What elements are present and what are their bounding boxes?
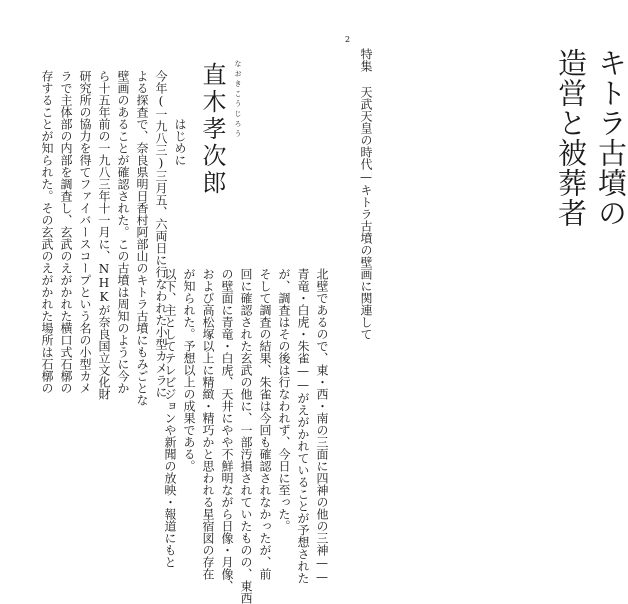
body-line: 青竜・白虎・朱雀——がえがかれていることが予想された: [296, 268, 310, 584]
body-line: 研究所の協力を得てファイバースコープという名の小型カメ: [78, 70, 92, 394]
body-line: そして調査の結果、朱雀は今回も確認されなかったが、前: [258, 268, 272, 580]
article-title-line-1: キトラ古墳の: [594, 48, 628, 228]
body-text-bottom: [75, 268, 331, 604]
author-name: 直木孝次郎: [198, 62, 226, 197]
body-line: が知られた。予想以上の成果である。: [182, 268, 196, 472]
body-line: ら十五年前の一九八三年十一月に、NHKが奈良国立文化財: [97, 70, 111, 400]
body-line: 北壁であるので、東・西・南の三面に四神の他の三神——: [315, 268, 329, 584]
article-title-line-2: 造営と被葬者: [554, 48, 588, 228]
author-name-reading: なおきこうじろう: [234, 60, 242, 140]
body-line: ラで主体部の内部を調査し、玄武のえがかれた横口式石槨の: [59, 70, 73, 394]
section-heading: はじめに: [173, 118, 187, 166]
page-number: 2: [345, 35, 351, 44]
body-line: よる探査で、奈良県明日香村阿部山のキトラ古墳にもみごとな: [135, 70, 149, 406]
body-line: 回に確認された玄武の他に、一部汚損されていたものの、東西: [239, 268, 253, 604]
body-line: 以下、主としてテレビジョンや新聞の放映・報道にもと: [163, 268, 177, 568]
special-feature-kicker: 特集 天武天皇の時代—キトラ古墳の壁画に関連して: [359, 48, 373, 340]
body-line: 壁画のあることが確認された。この古墳は周知のように今か: [116, 70, 130, 394]
body-line: が、調査はその後は行なわれず、今日に至った。: [277, 268, 291, 532]
body-line: および高松塚以上に精緻・精巧かと思われる星宿図の存在: [201, 268, 215, 580]
body-line: の壁面に青竜・白虎、天井にやや不鮮明ながら日像・月像、: [220, 268, 234, 592]
body-line: 今年(一九八三)三月五、六両日に行なわれた小型カメラに: [154, 70, 168, 398]
body-line: 存することが知られた。その玄武のえがかれた場所は石槨の: [40, 70, 54, 394]
